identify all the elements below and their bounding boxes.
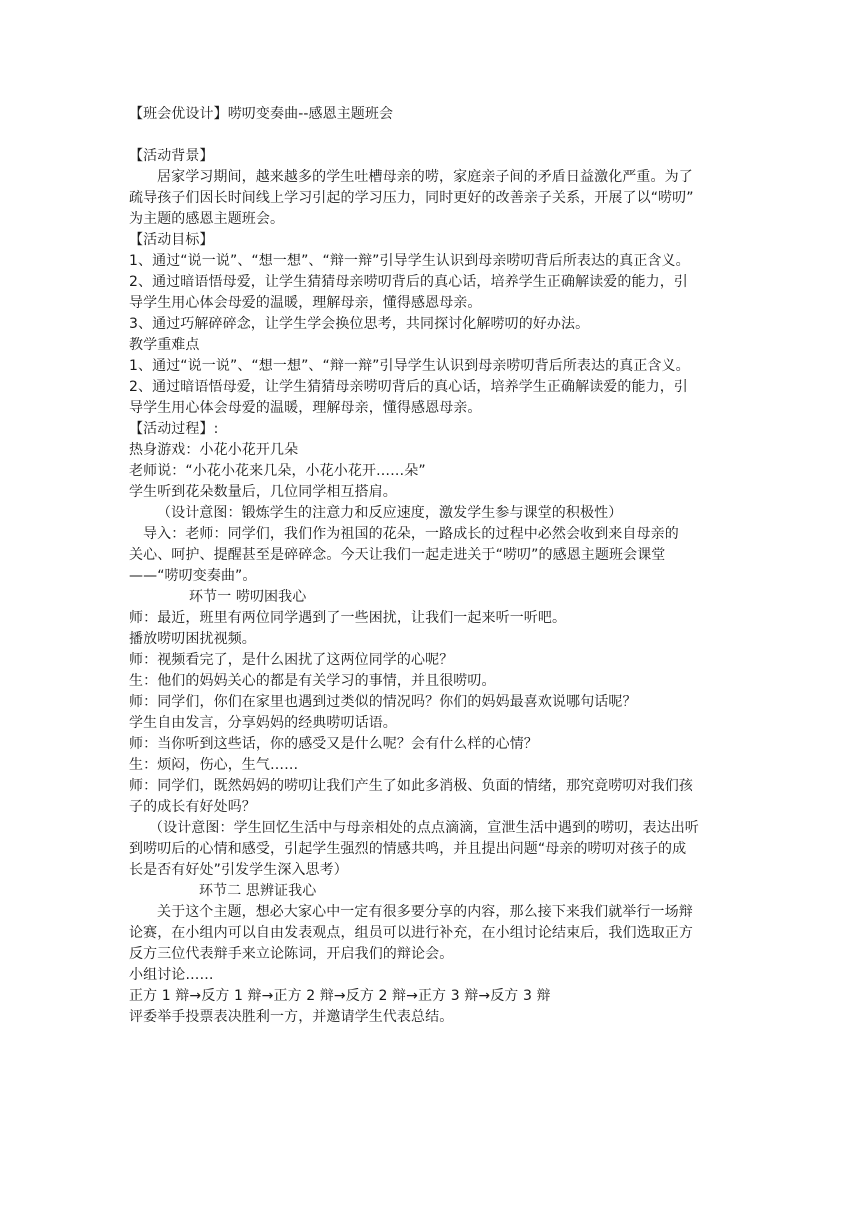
list-item: 1、通过“说一说”、“想一想”、“辩一辩”引导学生认识到母亲唠叨背后所表达的真正含义。	[129, 253, 690, 269]
paragraph-line: 评委举手投票表决胜利一方，并邀请学生代表总结。	[129, 1009, 454, 1025]
list-item: 1、通过“说一说”、“想一想”、“辩一辩”引导学生认识到母亲唠叨背后所表达的真正含义。	[129, 358, 690, 374]
stage-heading-one: 环节一 唠叨困我心	[189, 589, 307, 605]
document-title: 【班会优设计】唠叨变奏曲--感恩主题班会	[129, 106, 394, 122]
dialogue-line: 师：当你听到这些话，你的感受又是什么呢？会有什么样的心情？	[129, 736, 538, 752]
paragraph-line: 疏导孩子们因长时间线上学习引起的学习压力，同时更好的改善亲子关系，开展了以“唠叨”	[129, 190, 694, 206]
paragraph-line: 关心、呵护、提醒甚至是碎碎念。今天让我们一起走进关于“唠叨”的感恩主题班会课堂	[129, 547, 666, 563]
paragraph-line: ——“唠叨变奏曲”。	[129, 568, 257, 584]
dialogue-line: 播放唠叨困扰视频。	[129, 631, 256, 647]
stage-heading-two: 环节二 思辨证我心	[199, 883, 317, 899]
dialogue-line: 师：最近，班里有两位同学遇到了一些困扰，让我们一起来听一听吧。	[129, 610, 567, 626]
dialogue-line: 师：同学们，你们在家里也遇到过类似的情况吗？你们的妈妈最喜欢说哪句话呢？	[129, 694, 637, 710]
design-intent-note: （设计意图：锻炼学生的注意力和反应速度，激发学生参与课堂的积极性）	[157, 505, 623, 521]
document-page	[129, 104, 739, 1028]
list-item-continuation: 导学生用心体会母爱的温暖，理解母亲，懂得感恩母亲。	[129, 400, 482, 416]
dialogue-line: 子的成长有好处吗？	[129, 799, 256, 815]
section-heading-key-points: 教学重难点	[129, 337, 200, 353]
dialogue-line: 师：同学们，既然妈妈的唠叨让我们产生了如此多消极、负面的情绪，那究竟唠叨对我们孩	[129, 778, 693, 794]
dialogue-line: 生：烦闷，伤心，生气……	[129, 757, 299, 773]
paragraph-line: 学生听到花朵数量后，几位同学相互搭肩。	[129, 484, 397, 500]
paragraph-line: 论赛，在小组内可以自由发表观点，组员可以进行补充，在小组讨论结束后，我们选取正方	[129, 925, 693, 941]
dialogue-line: 学生自由发言，分享妈妈的经典唠叨话语。	[129, 715, 397, 731]
section-heading-goals: 【活动目标】	[129, 232, 214, 248]
list-item: 2、通过暗语悟母爱，让学生猜猜母亲唠叨背后的真心话，培养学生正确解读爱的能力，引	[129, 274, 688, 290]
design-intent-note: 长是否有好处”引发学生深入思考）	[129, 862, 348, 878]
paragraph-line: 小组讨论……	[129, 967, 214, 983]
section-heading-process: 【活动过程】:	[129, 421, 219, 437]
paragraph-line: 反方三位代表辩手来立论陈词，开启我们的辩论会。	[129, 946, 454, 962]
dialogue-line: 师：视频看完了，是什么困扰了这两位同学的心呢？	[129, 652, 454, 668]
dialogue-line: 生：他们的妈妈关心的都是有关学习的事情，并且很唠叨。	[129, 673, 496, 689]
design-intent-note: （设计意图：学生回忆生活中与母亲相处的点点滴滴，宣泄生活中遇到的唠叨，表达出听	[149, 820, 699, 836]
paragraph-line: 老师说：“小花小花来几朵，小花小花开……朵”	[129, 463, 426, 479]
paragraph-line: 关于这个主题，想必大家心中一定有很多要分享的内容，那么接下来我们就举行一场辩	[157, 904, 693, 920]
list-item: 3、通过巧解碎碎念，让学生学会换位思考，共同探讨化解唠叨的好办法。	[129, 316, 590, 332]
paragraph-line: 热身游戏：小花小花开几朵	[129, 442, 299, 458]
design-intent-note: 到唠叨后的心情和感受，引起学生强烈的情感共鸣，并且提出问题“母亲的唠叨对孩子的成	[129, 841, 687, 857]
list-item-continuation: 导学生用心体会母爱的温暖，理解母亲，懂得感恩母亲。	[129, 295, 482, 311]
paragraph-line: 导入：老师：同学们，我们作为祖国的花朵，一路成长的过程中必然会收到来自母亲的	[143, 526, 679, 542]
section-heading-background: 【活动背景】	[129, 148, 214, 164]
paragraph-line: 居家学习期间，越来越多的学生吐槽母亲的唠，家庭亲子间的矛盾日益激化严重。为了	[157, 169, 693, 185]
debate-order-line: 正方 1 辩→反方 1 辩→正方 2 辩→反方 2 辩→正方 3 辩→反方 3 辩	[129, 988, 551, 1004]
list-item: 2、通过暗语悟母爱，让学生猜猜母亲唠叨背后的真心话，培养学生正确解读爱的能力，引	[129, 379, 688, 395]
paragraph-line: 为主题的感恩主题班会。	[129, 211, 285, 227]
